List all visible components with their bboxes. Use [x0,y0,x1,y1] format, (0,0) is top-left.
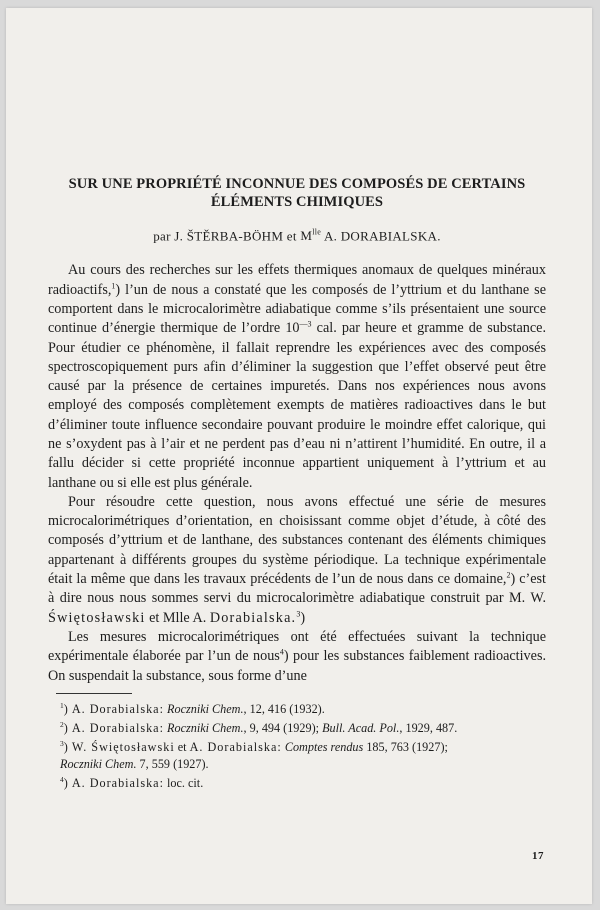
article-content [48,175,546,791]
article-title [48,175,546,211]
page-number: 17 [532,850,544,862]
title-line-2: ÉLÉMENTS CHIMIQUES [210,194,384,210]
exponent: —3 [299,319,312,329]
footnotes [48,698,546,791]
paragraph-2: Pour résoudre cette question, nous avons effectué une série de mesures microcalorimétriques d’orientation, en choisissant comme objet d’étude, à côté des composés d’yttrium et de lanthane, des substances contenant des éléments chimiques appartenant à différents groupes du système périodique. La technique expérimentale était la même que dans les travaux précédents de l’un de nous dans ce domaine,$^2$) c’est à dire nous nous sommes servi du microcalorimètre adiabatique construit par M. W. Świętosławski et Mlle A. Dorabialska.$^3$) [48,493,546,626]
page [6,8,592,904]
footnote-4: $^4$) A. Dorabialska: loc. cit. [60,774,204,790]
footnote-divider [56,693,132,694]
byline-mlle: $M^{lle}$ [300,228,322,244]
footnote-1: $^1$) A. Dorabialska: Roczniki Chem., 12, 416 (1932). [60,700,325,716]
byline-prefix: par J. ŠTĚRBA-BÖHM et [153,228,297,244]
footnote-2: $^2$) A. Dorabialska: Roczniki Chem., 9, 494 (1929); Bull. Acad. Pol., 1929, 487. [60,720,458,736]
footnote-ref-3: 3 [296,608,301,618]
footnote-ref-4: 4 [279,647,284,657]
body-text [48,261,546,686]
byline-second-author: A. DORABIALSKA. [323,228,441,244]
byline [48,228,546,244]
footnote-3: $^3$) W. Świętosławski et A. Dorabialska: Comptes rendus 185, 763 (1927); Roczniki Chem. 7, 559 (1927). [60,739,448,771]
paragraph-3: Les mesures microcalorimétriques ont été effectuées suivant la technique expérimentale élaborée par l’un de nous$^4$) pour les substances faiblement radioactives. On suspendait la substance, sous forme d’une [48,628,547,684]
footnote-ref-1: 1 [111,280,116,290]
title-line-1: SUR UNE PROPRIÉTÉ INCONNUE DES COMPOSÉS DE CERTAINS [68,176,526,192]
author-name-dorabialska: Dorabialska. [209,609,297,626]
footnote-ref-2: 2 [506,570,511,580]
paragraph-1: Au cours des recherches sur les effets thermiques anomaux de quelques minéraux radioactifs,$^1$) l’un de nous a constaté que les composés de l’yttrium et du lanthane se comportent dans le microcalorimètre adiabatique comme s’ils présentaient une source continue d’énergie thermique de l’ordre $10^{—3}$ cal. par heure et gramme de substance. Pour étudier ce phénomène, il fallait reprendre les expériences avec des composés spectroscopiquement purs afin d’éliminer la suggestion que l’effet observé peut être causé par la présence de certaines impuretés. Dans nos expériences nous avons employé des composés complètement exempts de matières radioactives dans le but d’éliminer toute influence secondaire pouvant produire le moindre effet calorique, qui ne s’oxydent pas à l’air et ne perdent pas d’eau ni n’attirent l’humidité. En outre, il a fallu décider si cette propriété inconnue appartient uniquement à l’yttrium et au lanthane ou si elle est plus générale. [48,262,546,491]
author-name-swietoslawski: Świętosławski [48,609,146,626]
